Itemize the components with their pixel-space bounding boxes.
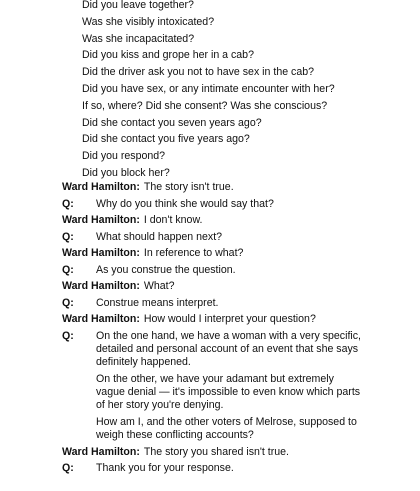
question-line xyxy=(62,264,362,277)
question-item: Was she incapacitated? xyxy=(82,32,195,45)
answer-text: In reference to what? xyxy=(143,247,244,259)
question-text: Why do you think she would say that? xyxy=(96,197,274,210)
answer-line xyxy=(62,313,362,326)
question-paragraph: On the one hand, we have a woman with a very specific, detailed and personal account of an event that she says definitely happened. xyxy=(96,329,361,368)
answer-text: The story you shared isn't true. xyxy=(143,445,289,458)
speaker-label-ward: Ward Hamilton: xyxy=(62,280,140,292)
question-line xyxy=(62,330,362,369)
answer-line xyxy=(62,446,362,459)
question-line xyxy=(62,297,362,310)
speaker-label-q: Q: xyxy=(62,197,74,210)
question-text: Thank you for your response. xyxy=(96,462,234,475)
question-item: Did you leave together? xyxy=(82,0,194,11)
question-paragraph: On the other, we have your adamant but extremely vague denial — it's impossible to even know which parts of her story you're denying. xyxy=(96,372,361,411)
speaker-label-q: Q: xyxy=(62,296,74,309)
speaker-label-ward: Ward Hamilton: xyxy=(62,445,140,458)
speaker-label-q: Q: xyxy=(62,329,74,342)
question-line xyxy=(62,462,362,475)
question-item: Did you kiss and grope her in a cab? xyxy=(82,49,254,62)
speaker-label-ward: Ward Hamilton: xyxy=(62,247,140,259)
answer-text: I don't know. xyxy=(143,214,203,226)
answer-text: How would I interpret your question? xyxy=(143,313,316,325)
speaker-label-q: Q: xyxy=(62,263,74,276)
answer-line xyxy=(62,181,362,194)
question-item: Was she visibly intoxicated? xyxy=(82,15,215,28)
question-item: Did the driver ask you not to have sex in the cab? xyxy=(82,66,315,79)
question-text: Construe means interpret. xyxy=(96,296,219,309)
question-line xyxy=(62,231,362,244)
speaker-label-ward: Ward Hamilton: xyxy=(62,181,140,193)
speaker-label-q: Q: xyxy=(62,462,74,475)
question-paragraph: How am I, and the other voters of Melrose, supposed to weigh these conflicting accounts? xyxy=(96,416,357,442)
question-item: Did she contact you five years ago? xyxy=(82,133,250,146)
speaker-label-q: Q: xyxy=(62,230,74,243)
question-item: If so, where? Did she consent? Was she conscious? xyxy=(82,99,328,112)
question-item: Did she contact you seven years ago? xyxy=(82,116,262,129)
answer-text: The story isn't true. xyxy=(143,181,234,193)
interview-dialog xyxy=(62,181,362,475)
question-line xyxy=(62,198,362,211)
speaker-label-ward: Ward Hamilton: xyxy=(62,313,140,325)
question-list xyxy=(82,0,402,182)
answer-line xyxy=(62,280,362,293)
question-item: Did you respond? xyxy=(82,150,166,163)
answer-line xyxy=(62,247,362,260)
speaker-label-ward: Ward Hamilton: xyxy=(62,214,140,226)
answer-line xyxy=(62,214,362,227)
answer-text: What? xyxy=(143,280,175,292)
question-item: Did you block her? xyxy=(82,166,170,179)
question-item: Did you have sex, or any intimate encounter with her? xyxy=(82,82,335,95)
question-text: As you construe the question. xyxy=(96,263,236,276)
question-text: What should happen next? xyxy=(96,230,223,243)
